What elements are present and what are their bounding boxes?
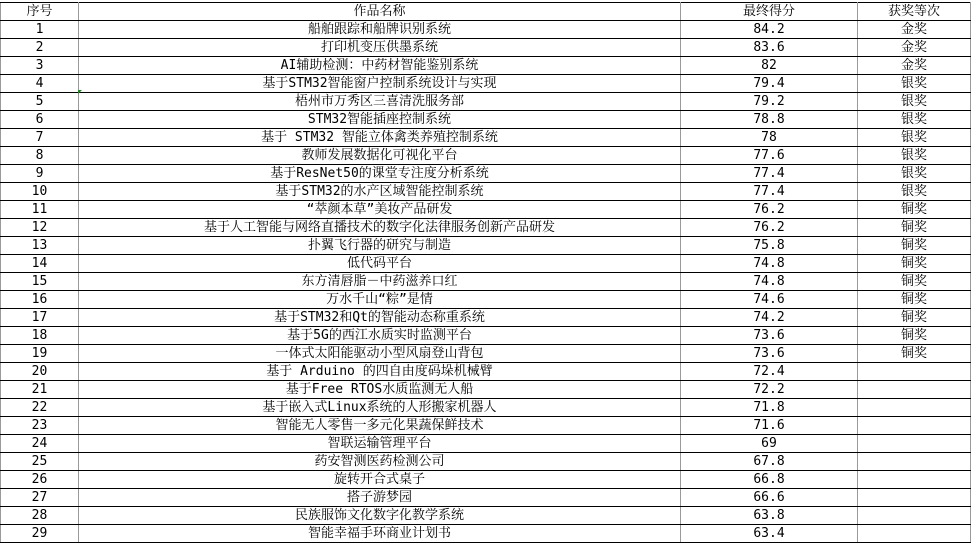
cell-index[interactable]: 20 bbox=[1, 363, 79, 381]
table-row bbox=[1, 237, 971, 255]
table-row bbox=[1, 363, 971, 381]
table-row bbox=[1, 183, 971, 201]
cell-award[interactable]: 铜奖 bbox=[858, 345, 971, 363]
table-row bbox=[1, 417, 971, 435]
cell-score[interactable]: 76.2 bbox=[681, 219, 858, 237]
cell-score[interactable]: 67.8 bbox=[681, 453, 858, 471]
cell-project-name[interactable]: 万水千山“粽”是情 bbox=[79, 291, 681, 309]
cell-project-name[interactable]: 基于STM32的水产区域智能控制系统 bbox=[79, 183, 681, 201]
cell-award[interactable]: 金奖 bbox=[858, 57, 971, 75]
cell-score[interactable]: 69 bbox=[681, 435, 858, 453]
cell-score[interactable]: 77.4 bbox=[681, 165, 858, 183]
cell-index[interactable]: 5 bbox=[1, 93, 79, 111]
cell-project-name[interactable]: 低代码平台 bbox=[79, 255, 681, 273]
table-row bbox=[1, 489, 971, 507]
table-row bbox=[1, 291, 971, 309]
cell-award[interactable] bbox=[858, 453, 971, 471]
cell-score[interactable]: 74.8 bbox=[681, 273, 858, 291]
cell-index[interactable]: 23 bbox=[1, 417, 79, 435]
cell-index[interactable]: 4 bbox=[1, 75, 79, 93]
cell-award[interactable]: 金奖 bbox=[858, 39, 971, 57]
table-row bbox=[1, 219, 971, 237]
header-row bbox=[1, 3, 971, 21]
cell-score[interactable]: 74.8 bbox=[681, 255, 858, 273]
cell-index[interactable]: 21 bbox=[1, 381, 79, 399]
cell-score[interactable]: 63.4 bbox=[681, 525, 858, 543]
cell-award[interactable] bbox=[858, 471, 971, 489]
cell-score[interactable]: 76.2 bbox=[681, 201, 858, 219]
cell-score[interactable]: 73.6 bbox=[681, 345, 858, 363]
table-row bbox=[1, 93, 971, 111]
cell-index[interactable]: 8 bbox=[1, 147, 79, 165]
cell-project-name[interactable]: 基于ResNet50的课堂专注度分析系统 bbox=[79, 165, 681, 183]
cell-index[interactable]: 14 bbox=[1, 255, 79, 273]
cell-award[interactable]: 银奖 bbox=[858, 111, 971, 129]
cell-award[interactable]: 银奖 bbox=[858, 165, 971, 183]
cell-project-name[interactable]: 基于嵌入式Linux系统的人形搬家机器人 bbox=[79, 399, 681, 417]
cell-award[interactable]: 银奖 bbox=[858, 147, 971, 165]
table-row bbox=[1, 525, 971, 543]
cell-score[interactable]: 71.6 bbox=[681, 417, 858, 435]
table-row bbox=[1, 147, 971, 165]
cell-project-name[interactable]: 基于Free RTOS水质监测无人船 bbox=[79, 381, 681, 399]
cell-award[interactable]: 铜奖 bbox=[858, 237, 971, 255]
cell-award[interactable] bbox=[858, 525, 971, 543]
header-index[interactable]: 序号 bbox=[1, 3, 79, 21]
table-row bbox=[1, 327, 971, 345]
cell-score[interactable]: 79.4 bbox=[681, 75, 858, 93]
cell-score[interactable]: 72.2 bbox=[681, 381, 858, 399]
cell-award[interactable] bbox=[858, 381, 971, 399]
cell-index[interactable]: 2 bbox=[1, 39, 79, 57]
cell-score[interactable]: 71.8 bbox=[681, 399, 858, 417]
cell-award[interactable]: 铜奖 bbox=[858, 219, 971, 237]
table-row bbox=[1, 309, 971, 327]
cell-award[interactable]: 铜奖 bbox=[858, 201, 971, 219]
cell-index[interactable]: 13 bbox=[1, 237, 79, 255]
table-row bbox=[1, 75, 971, 93]
cell-award[interactable]: 铜奖 bbox=[858, 327, 971, 345]
cell-award[interactable]: 铜奖 bbox=[858, 309, 971, 327]
cell-index[interactable]: 12 bbox=[1, 219, 79, 237]
cell-project-name[interactable]: 智联运输管理平台 bbox=[79, 435, 681, 453]
cell-award[interactable] bbox=[858, 507, 971, 525]
cell-award[interactable] bbox=[858, 399, 971, 417]
cell-project-name[interactable]: 基于 STM32 智能立体禽类养殖控制系统 bbox=[79, 129, 681, 147]
table-row bbox=[1, 273, 971, 291]
cell-project-name[interactable]: STM32智能插座控制系统 bbox=[79, 111, 681, 129]
cell-award[interactable]: 银奖 bbox=[858, 75, 971, 93]
cell-index[interactable]: 29 bbox=[1, 525, 79, 543]
table-body bbox=[1, 3, 971, 543]
cell-project-name[interactable]: 梧州市万秀区三喜清洗服务部 bbox=[79, 93, 681, 111]
cell-project-name[interactable]: 基于STM32智能窗户控制系统设计与实现 bbox=[79, 75, 681, 93]
cell-index[interactable]: 28 bbox=[1, 507, 79, 525]
table-row bbox=[1, 399, 971, 417]
cell-award[interactable] bbox=[858, 417, 971, 435]
cell-project-name[interactable]: 教师发展数据化可视化平台 bbox=[79, 147, 681, 165]
cell-index[interactable]: 9 bbox=[1, 165, 79, 183]
table-row bbox=[1, 21, 971, 39]
table-row bbox=[1, 381, 971, 399]
cell-index[interactable]: 22 bbox=[1, 399, 79, 417]
cell-score[interactable]: 77.4 bbox=[681, 183, 858, 201]
cell-index[interactable]: 1 bbox=[1, 21, 79, 39]
header-project-name[interactable]: 作品名称 bbox=[79, 3, 681, 21]
cell-index[interactable]: 3 bbox=[1, 57, 79, 75]
cell-score[interactable]: 78 bbox=[681, 129, 858, 147]
table-row bbox=[1, 165, 971, 183]
table-row bbox=[1, 507, 971, 525]
cell-index[interactable]: 27 bbox=[1, 489, 79, 507]
cell-project-name[interactable]: 东方清唇脂－中药滋养口红 bbox=[79, 273, 681, 291]
cell-award[interactable]: 铜奖 bbox=[858, 273, 971, 291]
cell-index[interactable]: 6 bbox=[1, 111, 79, 129]
cell-index[interactable]: 25 bbox=[1, 453, 79, 471]
cell-score[interactable]: 79.2 bbox=[681, 93, 858, 111]
cell-score[interactable]: 73.6 bbox=[681, 327, 858, 345]
cell-project-name[interactable]: 旋转开合式桌子 bbox=[79, 471, 681, 489]
table-row bbox=[1, 129, 971, 147]
table-row bbox=[1, 453, 971, 471]
cell-index[interactable]: 26 bbox=[1, 471, 79, 489]
cell-score[interactable]: 72.4 bbox=[681, 363, 858, 381]
table-row bbox=[1, 345, 971, 363]
cell-score[interactable]: 83.6 bbox=[681, 39, 858, 57]
cell-index[interactable]: 18 bbox=[1, 327, 79, 345]
cell-award[interactable]: 银奖 bbox=[858, 183, 971, 201]
cell-project-name[interactable]: 药安智测医药检测公司 bbox=[79, 453, 681, 471]
cell-comment-marker bbox=[78, 90, 82, 94]
cell-award[interactable]: 银奖 bbox=[858, 129, 971, 147]
cell-index[interactable]: 17 bbox=[1, 309, 79, 327]
cell-index[interactable]: 10 bbox=[1, 183, 79, 201]
table-row bbox=[1, 39, 971, 57]
cell-project-name[interactable]: 搭子游梦园 bbox=[79, 489, 681, 507]
cell-award[interactable] bbox=[858, 489, 971, 507]
cell-index[interactable]: 11 bbox=[1, 201, 79, 219]
cell-score[interactable]: 74.6 bbox=[681, 291, 858, 309]
cell-index[interactable]: 19 bbox=[1, 345, 79, 363]
cell-award[interactable] bbox=[858, 435, 971, 453]
cell-project-name[interactable]: 基于人工智能与网络直播技术的数字化法律服务创新产品研发 bbox=[79, 219, 681, 237]
cell-award[interactable]: 金奖 bbox=[858, 21, 971, 39]
cell-project-name[interactable]: AI辅助检测：中药材智能鉴别系统 bbox=[79, 57, 681, 75]
awards-table bbox=[0, 2, 971, 543]
cell-project-name[interactable]: 基于STM32和Qt的智能动态称重系统 bbox=[79, 309, 681, 327]
cell-project-name[interactable]: 基于 Arduino 的四自由度码垛机械臂 bbox=[79, 363, 681, 381]
table-row bbox=[1, 471, 971, 489]
header-award-level[interactable]: 获奖等次 bbox=[858, 3, 971, 21]
cell-project-name[interactable]: 智能幸福手环商业计划书 bbox=[79, 525, 681, 543]
cell-index[interactable]: 24 bbox=[1, 435, 79, 453]
cell-score[interactable]: 82 bbox=[681, 57, 858, 75]
table-row bbox=[1, 201, 971, 219]
cell-project-name[interactable]: 智能无人零售一多元化果蔬保鲜技术 bbox=[79, 417, 681, 435]
cell-project-name[interactable]: “萃颜本草”美妆产品研发 bbox=[79, 201, 681, 219]
table-row bbox=[1, 255, 971, 273]
cell-score[interactable]: 78.8 bbox=[681, 111, 858, 129]
cell-score[interactable]: 84.2 bbox=[681, 21, 858, 39]
table-row bbox=[1, 435, 971, 453]
table-row bbox=[1, 57, 971, 75]
cell-score[interactable]: 66.8 bbox=[681, 471, 858, 489]
cell-index[interactable]: 7 bbox=[1, 129, 79, 147]
cell-score[interactable]: 77.6 bbox=[681, 147, 858, 165]
cell-award[interactable]: 银奖 bbox=[858, 93, 971, 111]
cell-project-name[interactable]: 一体式太阳能驱动小型风扇登山背包 bbox=[79, 345, 681, 363]
cell-score[interactable]: 74.2 bbox=[681, 309, 858, 327]
cell-award[interactable] bbox=[858, 363, 971, 381]
cell-project-name[interactable]: 打印机变压供墨系统 bbox=[79, 39, 681, 57]
cell-index[interactable]: 16 bbox=[1, 291, 79, 309]
cell-index[interactable]: 15 bbox=[1, 273, 79, 291]
cell-project-name[interactable]: 船舶跟踪和船牌识别系统 bbox=[79, 21, 681, 39]
cell-project-name[interactable]: 扑翼飞行器的研究与制造 bbox=[79, 237, 681, 255]
cell-project-name[interactable]: 民族服饰文化数字化教学系统 bbox=[79, 507, 681, 525]
cell-award[interactable]: 铜奖 bbox=[858, 291, 971, 309]
cell-score[interactable]: 66.6 bbox=[681, 489, 858, 507]
cell-score[interactable]: 63.8 bbox=[681, 507, 858, 525]
table-row bbox=[1, 111, 971, 129]
header-final-score[interactable]: 最终得分 bbox=[681, 3, 858, 21]
cell-award[interactable]: 铜奖 bbox=[858, 255, 971, 273]
cell-score[interactable]: 75.8 bbox=[681, 237, 858, 255]
cell-project-name[interactable]: 基于5G的西江水质实时监测平台 bbox=[79, 327, 681, 345]
